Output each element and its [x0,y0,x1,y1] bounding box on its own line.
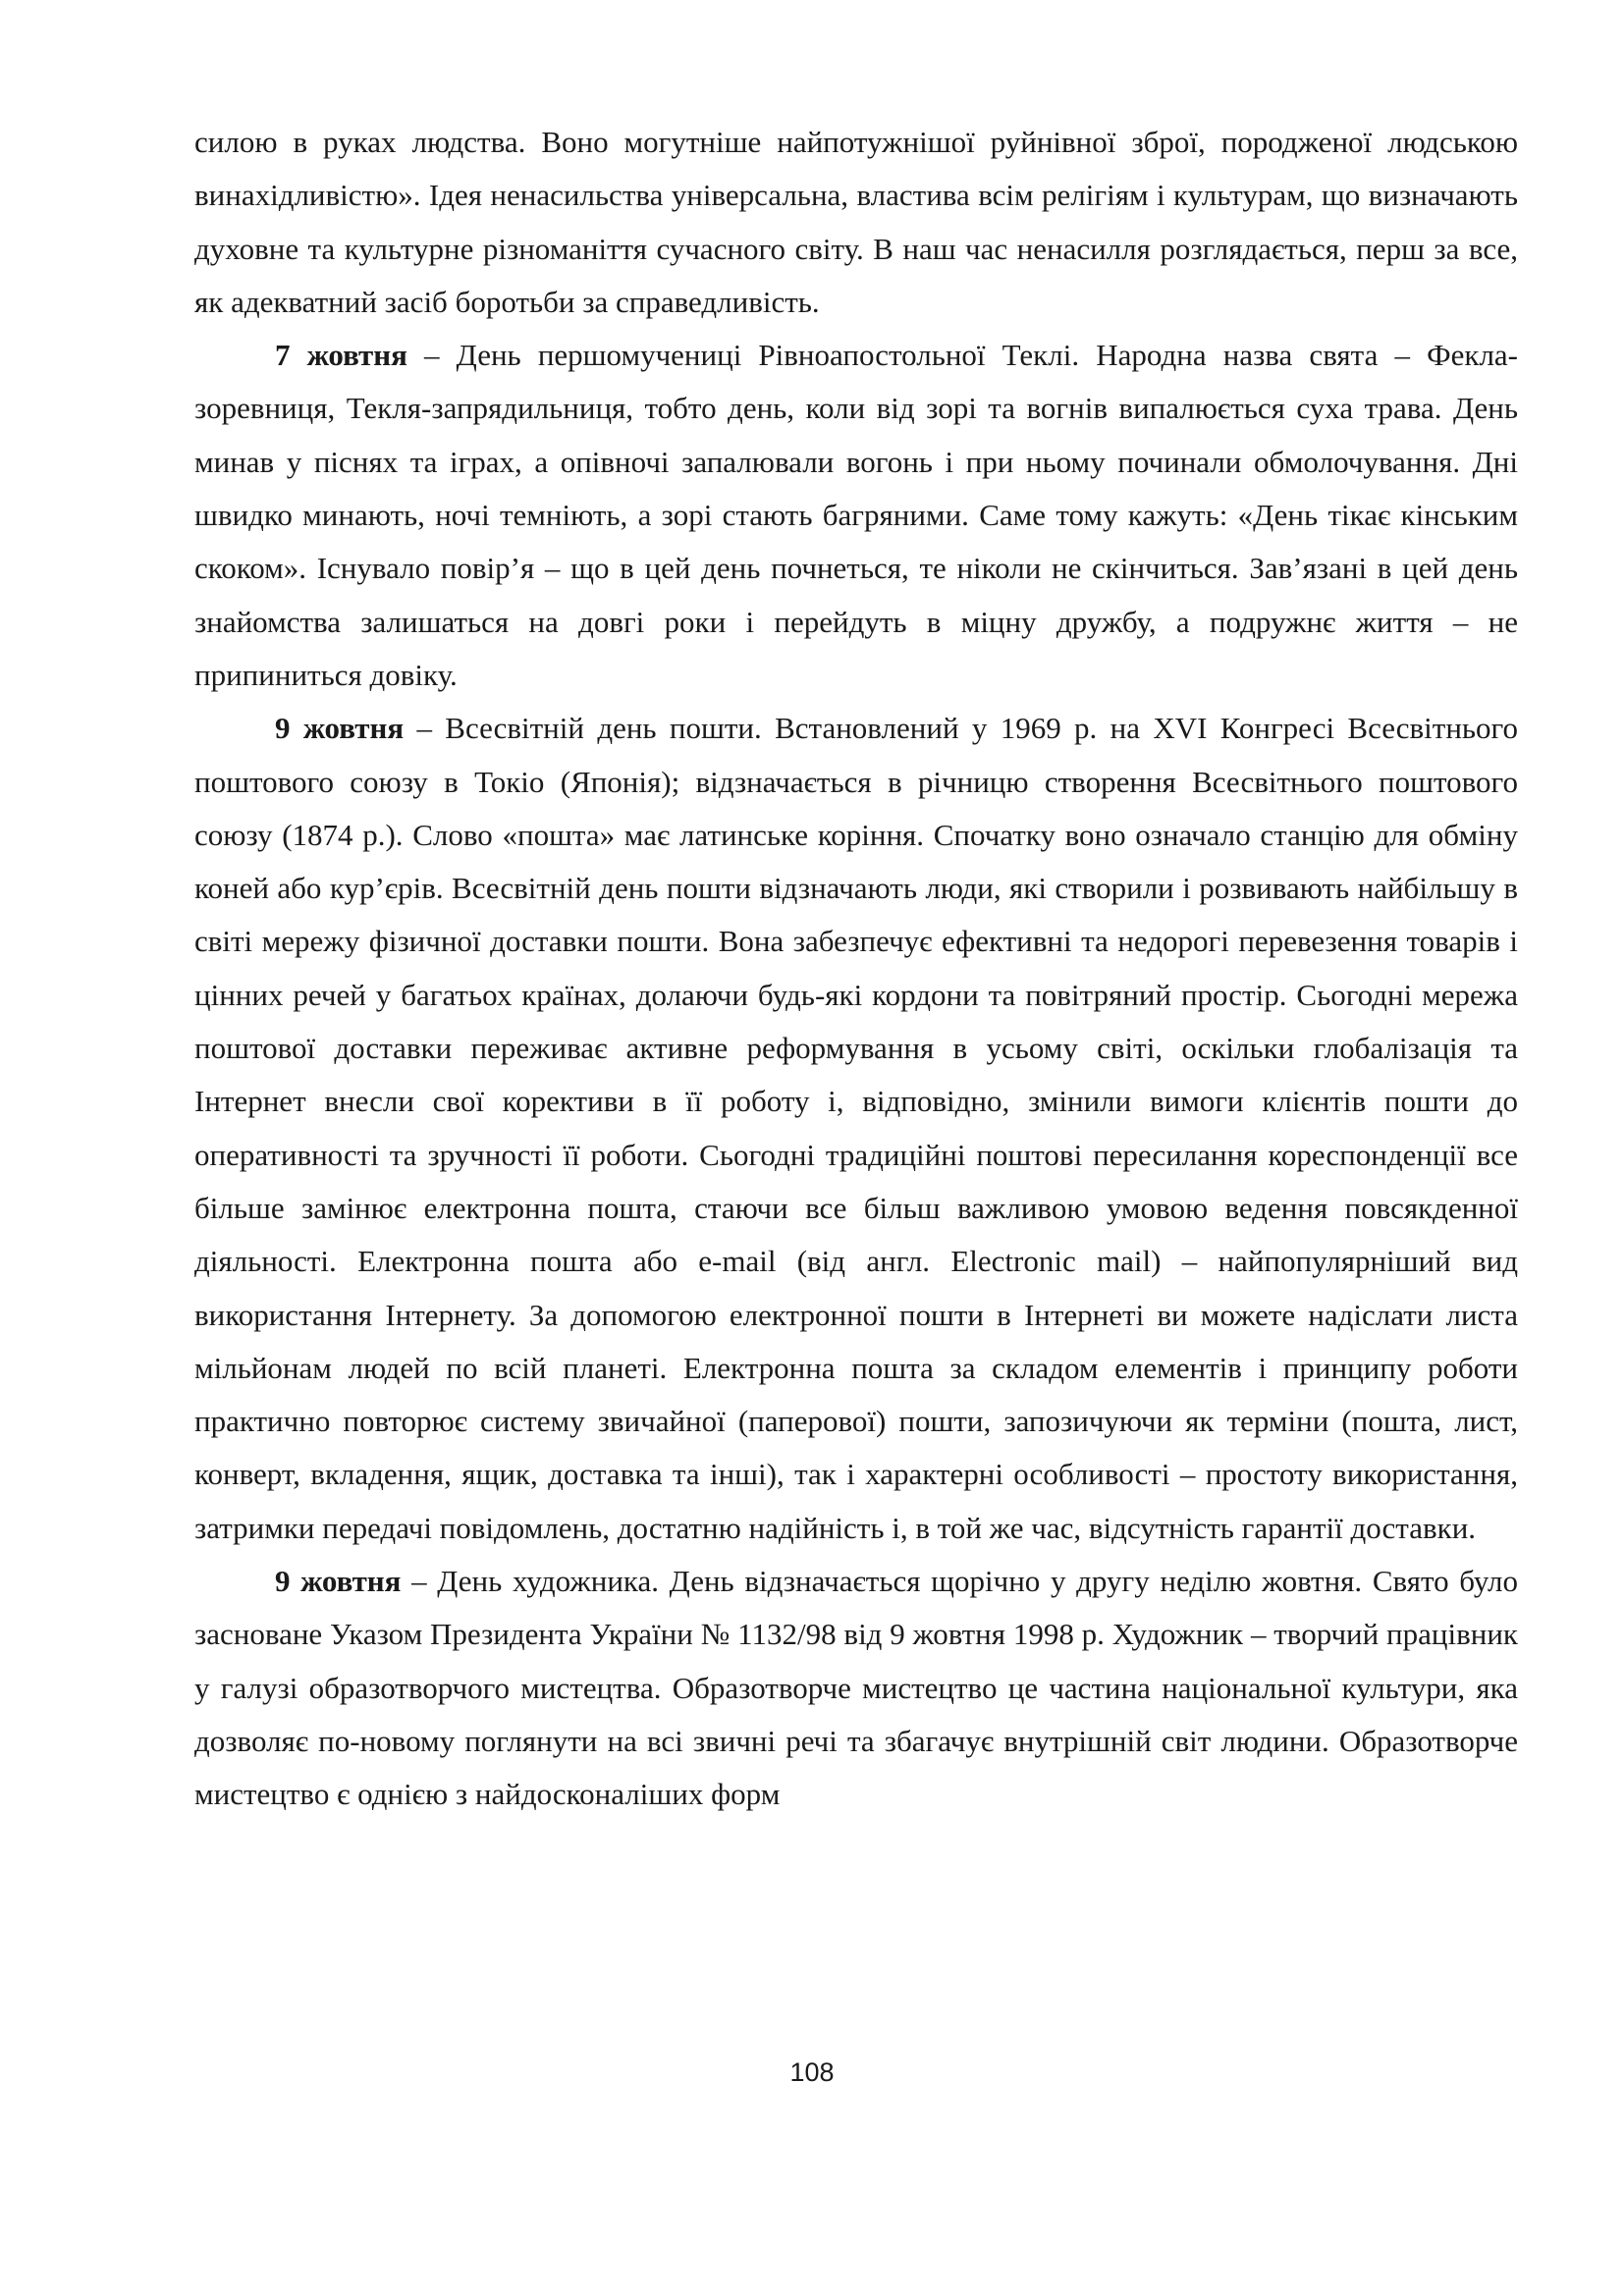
paragraph-text: – День художника. День відзначається щорічно у другу неділю жовтня. Свято було засноване Указом Президента України № 1132/98 від 9 жовтня 1998 р. Художник – творчий працівник у галузі образотворчого мистецтва. Образотворче мистецтво це частина національної культури, яка дозволяє по-новому поглянути на всі звичні речі та збагачує внутрішній світ людини. Образотворче мистецтво є однією з найдосконаліших форм [194,1564,1519,1812]
paragraph-october-7 [194,329,1518,702]
body-text [194,116,1518,1822]
paragraph-text: силою в руках людства. Воно могутніше найпотужнішої руйнівної зброї, породженої людською винахідливістю». Ідея ненасильства універсальна, властива всім релігіям і культурам, що визначають духовне та культурне різноманіття сучасного світу. В наш час ненасилля розглядається, перш за все, як адекватний засіб боротьби за справедливість. [194,125,1518,319]
paragraph-date-heading: 9 жовтня [275,711,405,746]
paragraph-date-heading: 7 жовтня [275,338,407,373]
paragraph-text: – Всесвітній день пошти. Встановлений у 1969 р. на XVI Конгресі Всесвітнього поштового союзу в Токіо (Японія); відзначається в річницю створення Всесвітнього поштового союзу (1874 р.). Слово «пошта» має латинське коріння. Спочатку воно означало станцію для обміну коней або кур’єрів. Всесвітній день пошти відзначають люди, які створили і розвивають найбільшу в світі мережу фізичної доставки пошти. Вона забезпечує ефективні та недорогі перевезення товарів і цінних речей у багатьох країнах, долаючи будь-які кордони та повітряний простір. Сьогодні мережа поштової доставки переживає активне реформування в усьому світі, оскільки глобалізація та Інтернет внесли свої корективи в її роботу і, відповідно, змінили вимоги клієнтів пошти до оперативності та зручності її роботи. Сьогодні традиційні поштові пересилання кореспонденції все більше замінює електронна пошта, стаючи все більш важливою умовою ведення повсякденної діяльності. Електронна пошта або e-mail (від англ. Electronic mail) – найпопулярніший вид використання Інтернету. За допомогою електронної пошти в Інтернеті ви можете надіслати листа мільйонам людей по всій планеті. Електронна пошта за складом елементів і принципу роботи практично повторює систему звичайної (паперової) пошти, запозичуючи як терміни (пошта, лист, конверт, вкладення, ящик, доставка та інші), так і характерні особливості – простоту використання, затримки передачі повідомлень, достатню надійність і, в той же час, відсутність гарантії доставки. [194,711,1518,1545]
paragraph-continuation [194,116,1518,329]
paragraph-date-heading: 9 жовтня [275,1564,402,1599]
paragraph-october-9-artist [194,1555,1518,1821]
paragraph-text: – День першомучениці Рівноапостольної Теклі. Народна назва свята – Фекла-зоревниця, Текля-запрядильниця, тобто день, коли від зорі та вогнів випалюється суха трава. День минав у піснях та іграх, а опівночі запалювали вогонь і при ньому починали обмолочування. Дні швидко минають, ночі темніють, а зорі стають багряними. Саме тому кажуть: «День тікає кінським скоком». Існувало повір’я – що в цей день почнеться, те ніколи не скінчиться. Зав’язані в цей день знайомства залишаться на довгі роки і перейдуть в міцну дружбу, а подружнє життя – не припиниться довіку. [194,338,1518,692]
page-number: 108 [789,2057,835,2087]
paragraph-october-9-post [194,702,1518,1555]
